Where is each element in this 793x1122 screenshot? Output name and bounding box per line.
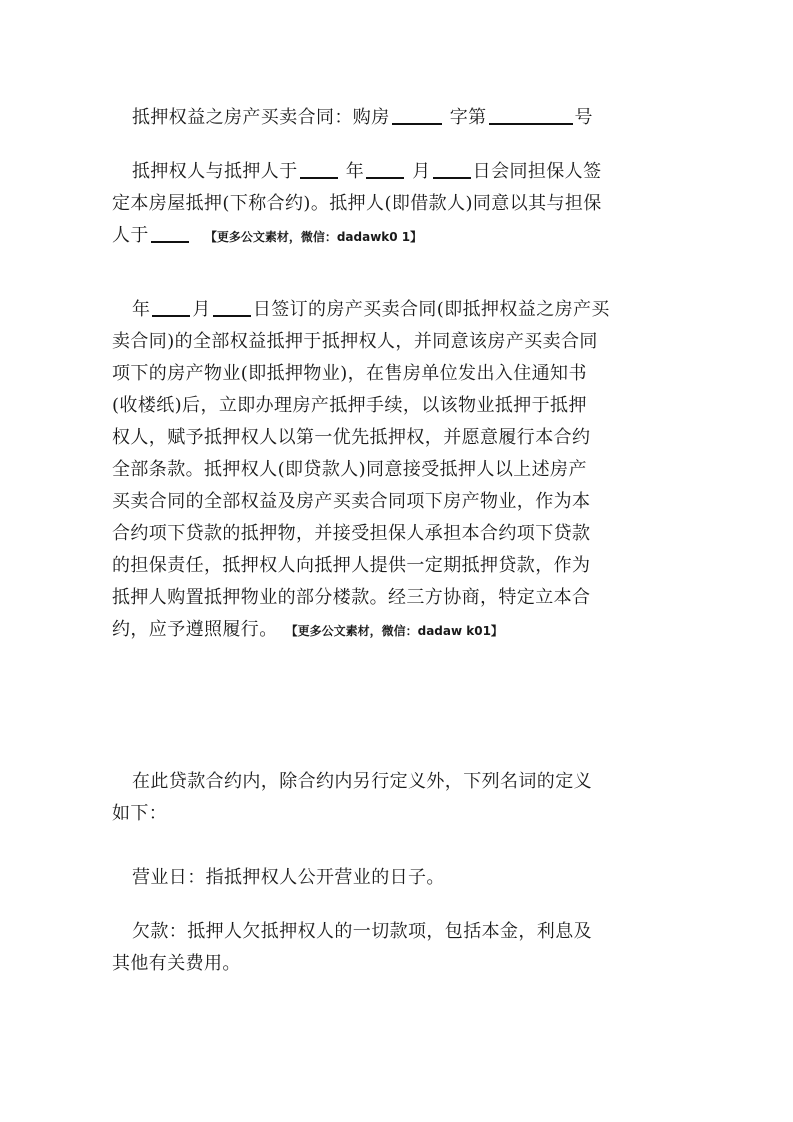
definitions-line-2: 如下： xyxy=(112,803,168,824)
paragraph-debt xyxy=(112,916,674,980)
promo-note-2: 【更多公文素材，微信：dadaw k01】 xyxy=(291,624,503,638)
business-day-line: 营业日：指抵押权人公开营业的日子。 xyxy=(132,867,445,888)
terms-year-label: 年 xyxy=(132,299,151,320)
terms-line-11 xyxy=(112,614,674,646)
parties-line-3 xyxy=(112,220,674,252)
terms-text-c: 日签订的房产买卖合同(即抵押权益之房产买 xyxy=(252,299,610,320)
parties-text-a: 抵押权人与抵押人于 xyxy=(132,161,298,182)
terms-line-10: 抵押人购置抵押物业的部分楼款。经三方协商，特定立本合 xyxy=(112,587,591,608)
definitions-line-1: 在此贷款合约内，除合约内另行定义外，下列名词的定义 xyxy=(132,771,592,792)
paragraph-mortgage-terms xyxy=(112,294,674,646)
parties-text-d: 日会同担保人签 xyxy=(472,161,602,182)
blank-day-2 xyxy=(213,295,251,317)
terms-line-5: 权人，赋予抵押权人以第一优先抵押权，并愿意履行本合约 xyxy=(112,427,591,448)
terms-line-4: (收楼纸)后，立即办理房产抵押手续，以该物业抵押于抵押 xyxy=(112,395,587,416)
debt-line-2: 其他有关费用。 xyxy=(112,953,241,974)
word-number-label: 字第 xyxy=(443,107,487,128)
contract-number-line xyxy=(112,102,674,134)
terms-line-6: 全部条款。抵押权人(即贷款人)同意接受抵押人以上述房产 xyxy=(112,459,587,480)
number-suffix: 号 xyxy=(574,107,593,128)
promo-note-1: 【更多公文素材，微信：dadawk0 1】 xyxy=(204,230,423,244)
paragraph-parties xyxy=(112,156,674,252)
debt-line-1: 欠款：抵押人欠抵押权人的一切款项，包括本金，利息及 xyxy=(132,921,592,942)
terms-closing: 约，应予遵照履行。 xyxy=(112,619,278,640)
terms-line-3: 项下的房产物业(即抵押物业)，在售房单位发出入住通知书 xyxy=(112,363,587,384)
parties-text-l3: 人于 xyxy=(112,225,149,246)
paragraph-definitions-intro xyxy=(112,766,674,830)
terms-line-9: 的担保责任，抵押权人向抵押人提供一定期抵押贷款，作为 xyxy=(112,555,591,576)
blank-month xyxy=(366,157,404,179)
parties-line-2: 定本房屋抵押(下称合约)。抵押人(即借款人)同意以其与担保 xyxy=(112,193,602,214)
terms-month-label: 月 xyxy=(192,299,211,320)
blank-day xyxy=(433,157,471,179)
contract-number-label: 抵押权益之房产买卖合同：购房 xyxy=(132,107,390,128)
paragraph-business-day xyxy=(112,862,674,894)
blank-month-2 xyxy=(152,295,190,317)
year-label: 年 xyxy=(339,161,365,182)
blank-year xyxy=(300,157,338,179)
paragraph-contract-number xyxy=(112,102,674,134)
blank-date-2 xyxy=(151,221,189,243)
blank-purchase-code xyxy=(392,103,442,125)
terms-line-2: 卖合同)的全部权益抵押于抵押权人，并同意该房产买卖合同 xyxy=(112,331,598,352)
blank-number xyxy=(489,103,573,125)
terms-line-7: 买卖合同的全部权益及房产买卖合同项下房产物业，作为本 xyxy=(112,491,591,512)
terms-line-1 xyxy=(112,294,674,326)
terms-line-8: 合约项下贷款的抵押物，并接受担保人承担本合约项下贷款 xyxy=(112,523,591,544)
month-label: 月 xyxy=(406,161,431,182)
parties-line-1 xyxy=(112,156,674,188)
